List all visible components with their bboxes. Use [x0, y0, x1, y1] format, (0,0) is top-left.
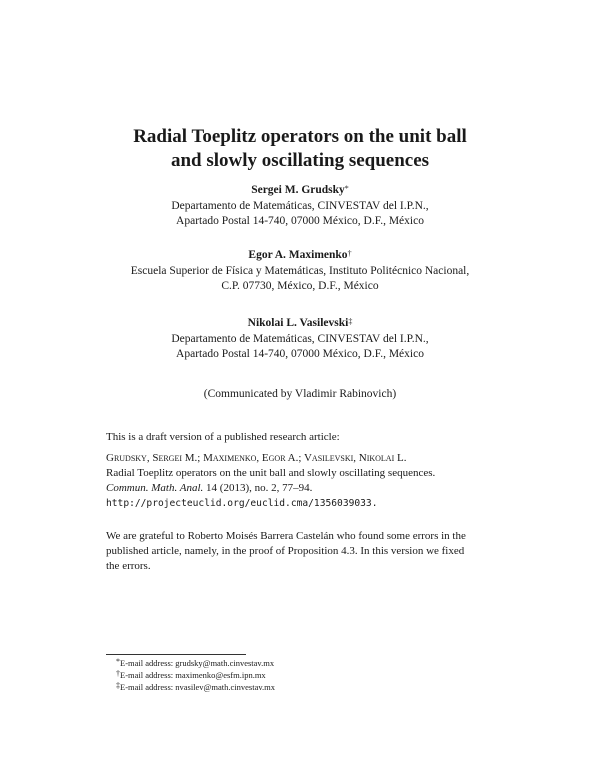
author-affiliation-line-1: Escuela Superior de Física y Matemáticas, Instituto Politécnico Nacional, [130, 264, 470, 277]
citation-title: Radial Toeplitz operators on the unit ball and slowly oscillating sequences. [106, 467, 436, 479]
author-block-vasilevski [0, 316, 600, 363]
title-line-2: and slowly oscillating sequences [170, 150, 430, 171]
footnote-rule [106, 654, 246, 655]
communicated-by: (Communicated by Vladimir Rabinovich) [203, 388, 397, 400]
footnote-mark: ‡ [348, 317, 353, 326]
acknowledgement-line-3: the errors. [106, 560, 151, 572]
citation-journal-line [106, 481, 506, 496]
citation-url[interactable]: http://projecteuclid.org/euclid.cma/1356039033. [106, 498, 378, 509]
author-affiliation-line-1: Departamento de Matemáticas, CINVESTAV del I.P.N., [171, 199, 429, 212]
author-affiliation-line-2: Apartado Postal 14-740, 07000 México, D.F., México [176, 348, 424, 360]
author-affiliation-line-2: Apartado Postal 14-740, 07000 México, D.F., México [176, 215, 424, 227]
footnote-mark: † [347, 249, 352, 258]
citation-block [106, 451, 506, 511]
paper-title [0, 125, 600, 173]
author-block-maximenko [0, 248, 600, 295]
footnote-mark: * [116, 657, 120, 666]
title-line-1: Radial Toeplitz operators on the unit ball [133, 126, 467, 147]
author-name-text: Nikolai L. Vasilevski [247, 317, 349, 329]
author-name-text: Egor A. Maximenko [248, 249, 348, 261]
footnote-maximenko [116, 670, 266, 681]
draft-note: This is a draft version of a published research article: [106, 431, 340, 443]
citation-authors: Grudsky, Sergei M.; Maximenko, Egor A.; Vasilevski, Nikolai L. [106, 452, 407, 464]
footnote-text: E-mail address: maximenko@esfm.ipn.mx [120, 670, 266, 680]
author-name [0, 248, 600, 264]
author-affiliation-line-1: Departamento de Matemáticas, CINVESTAV del I.P.N., [171, 332, 429, 345]
citation-volume: 14 (2013), no. 2, 77–94. [203, 482, 313, 494]
footnote-mark: † [116, 669, 120, 678]
author-affiliation-line-2: C.P. 07730, México, D.F., México [221, 280, 379, 292]
footnote-mark: * [344, 184, 349, 193]
acknowledgement-line-1: We are grateful to Roberto Moisés Barrera Castelán who found some errors in the [106, 530, 466, 542]
footnote-grudsky [116, 658, 274, 669]
author-name [0, 183, 600, 199]
citation-journal: Commun. Math. Anal. [106, 482, 204, 494]
author-block-grudsky [0, 183, 600, 230]
acknowledgement [106, 529, 506, 574]
author-name-text: Sergei M. Grudsky [251, 184, 345, 196]
footnote-text: E-mail address: nvasilev@math.cinvestav.mx [120, 682, 276, 692]
footnote-vasilevski [116, 682, 275, 693]
footnote-mark: ‡ [116, 681, 120, 690]
author-name [0, 316, 600, 332]
footnote-text: E-mail address: grudsky@math.cinvestav.mx [120, 658, 275, 668]
acknowledgement-line-2: published article, namely, in the proof of Proposition 4.3. In this version we fixed [106, 545, 465, 557]
